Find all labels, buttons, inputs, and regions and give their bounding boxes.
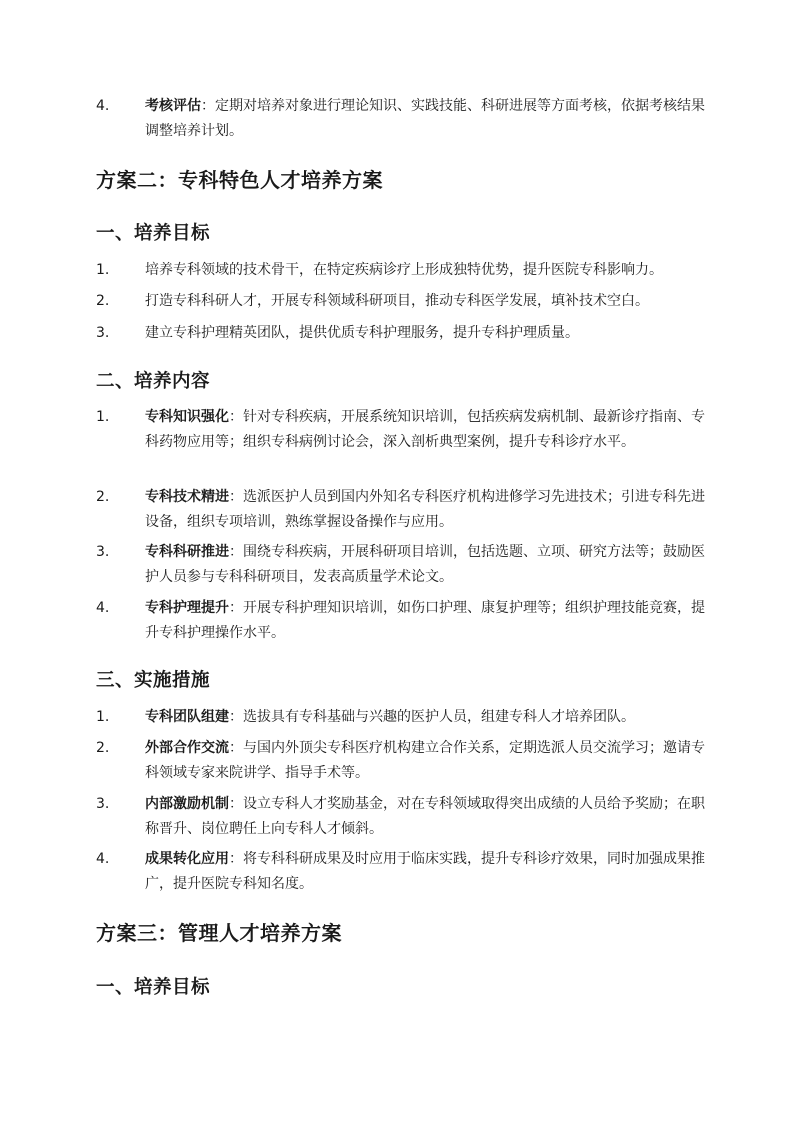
item-text: ：设立专科人才奖励基金，对在专科领域取得突出成绩的人员给予奖励；在职称晋升、岗位聘任上向专科人才倾斜。 <box>145 796 705 837</box>
item-number: 1. <box>96 262 110 278</box>
item-number: 3. <box>96 796 110 812</box>
list-item <box>96 94 706 143</box>
item-number: 3. <box>96 325 110 341</box>
list-item <box>96 321 706 346</box>
item-text: ：与国内外顶尖专科医疗机构建立合作关系，定期选派人员交流学习；邀请专科领域专家来院讲学、指导手术等。 <box>145 740 705 781</box>
item-lead: 专科护理提升 <box>145 600 229 616</box>
list-item <box>96 540 706 589</box>
list-item <box>96 792 706 841</box>
item-lead: 专科团队组建 <box>145 709 229 725</box>
item-body <box>145 405 706 454</box>
list-item <box>96 405 706 454</box>
item-lead: 专科知识强化 <box>145 409 229 425</box>
item-number: 1. <box>96 409 110 425</box>
item-text: ：定期对培养对象进行理论知识、实践技能、科研进展等方面考核，依据考核结果调整培养计划。 <box>145 98 705 139</box>
item-lead: 专科技术精进 <box>145 489 229 505</box>
item-number: 4. <box>96 98 110 114</box>
plan2-goals-heading: 一、培养目标 <box>96 223 211 244</box>
list-item <box>96 596 706 645</box>
plan3-title: 方案三：管理人才培养方案 <box>96 921 342 945</box>
item-lead: 内部激励机制 <box>145 796 229 812</box>
item-number: 1. <box>96 709 110 725</box>
item-number: 4. <box>96 600 110 616</box>
plan2-content-heading: 二、培养内容 <box>96 371 211 392</box>
item-body <box>145 94 706 143</box>
item-body <box>145 596 706 645</box>
item-body <box>145 705 706 730</box>
item-text: ：针对专科疾病，开展系统知识培训，包括疾病发病机制、最新诊疗指南、专科药物应用等；组织专科病例讨论会，深入剖析典型案例，提升专科诊疗水平。 <box>145 409 705 450</box>
item-text: ：选派医护人员到国内外知名专科医疗机构进修学习先进技术；引进专科先进设备，组织专项培训，熟练掌握设备操作与应用。 <box>145 489 705 530</box>
plan2-measures-heading: 三、实施措施 <box>96 670 211 691</box>
item-body <box>145 540 706 589</box>
list-item <box>96 705 706 730</box>
item-lead: 成果转化应用 <box>145 851 229 867</box>
list-item <box>96 736 706 785</box>
item-text: 打造专科科研人才，开展专科领域科研项目，推动专科医学发展，填补技术空白。 <box>145 293 649 309</box>
item-number: 3. <box>96 544 110 560</box>
item-body <box>145 736 706 785</box>
item-body <box>145 847 706 896</box>
item-text: ：选拔具有专科基础与兴趣的医护人员，组建专科人才培养团队。 <box>229 709 635 725</box>
item-number: 2. <box>96 740 110 756</box>
list-item <box>96 289 706 314</box>
list-item <box>96 847 706 896</box>
item-text: ：开展专科护理知识培训，如伤口护理、康复护理等；组织护理技能竞赛，提升专科护理操作水平。 <box>145 600 705 641</box>
item-number: 2. <box>96 293 110 309</box>
list-item <box>96 258 706 283</box>
item-number: 4. <box>96 851 110 867</box>
item-number: 2. <box>96 489 110 505</box>
item-lead: 考核评估 <box>145 98 201 114</box>
item-text: 建立专科护理精英团队，提供优质专科护理服务，提升专科护理质量。 <box>145 325 579 341</box>
list-item <box>96 485 706 534</box>
item-lead: 专科科研推进 <box>145 544 229 560</box>
item-text: 培养专科领域的技术骨干，在特定疾病诊疗上形成独特优势，提升医院专科影响力。 <box>145 262 663 278</box>
item-body <box>145 485 706 534</box>
item-body <box>145 792 706 841</box>
plan3-goals-heading: 一、培养目标 <box>96 977 211 998</box>
item-text: ：围绕专科疾病，开展科研项目培训，包括选题、立项、研究方法等；鼓励医护人员参与专科科研项目，发表高质量学术论文。 <box>145 544 705 585</box>
item-lead: 外部合作交流 <box>145 740 229 756</box>
plan2-title: 方案二：专科特色人才培养方案 <box>96 168 383 192</box>
item-text: ：将专科科研成果及时应用于临床实践，提升专科诊疗效果，同时加强成果推广，提升医院专科知名度。 <box>145 851 705 892</box>
